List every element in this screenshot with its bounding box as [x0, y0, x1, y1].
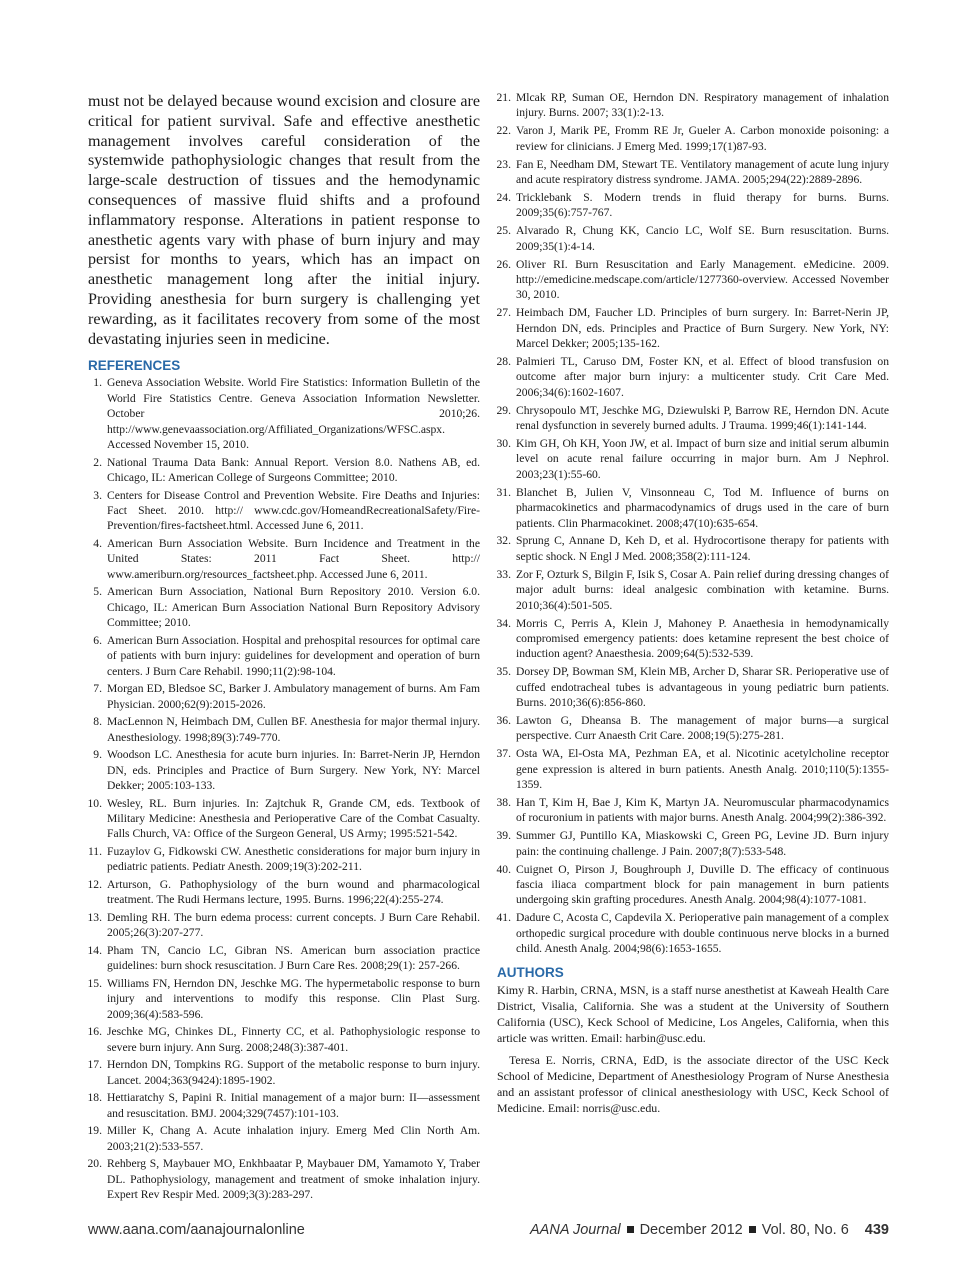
reference-number: 3.: [93, 488, 102, 502]
reference-text: Williams FN, Herndon DN, Jeschke MG. The hypermetabolic response to burn injury and interventions to modify this response. Clin Plast Surg. 2009;36(4):583-596.: [107, 977, 480, 1021]
reference-number: 15.: [87, 977, 102, 991]
reference-text: Wesley, RL. Burn injuries. In: Zajtchuk R, Grande CM, eds. Textbook of Military Medicine: Anesthesia and Perioperative Care of the Combat Casualty. Falls Church, VA: Office of the Surgeon General, US Army; 1995:521-542.: [107, 796, 480, 841]
reference-text: MacLennon N, Heimbach DM, Cullen BF. Anesthesia for major thermal injury. Anesthesiology. 1998;89(3):749-770.: [107, 715, 480, 744]
author-bio-harbin: Kimy R. Harbin, CRNA, MSN, is a staff nurse anesthetist at Kaweah Health Care District, Visalia, California. She was a student at the University of Southern California (USC), Keck School of Medicine, Los Angeles, California, when this article was written. Email: harbin@usc.edu.: [497, 982, 889, 1045]
reference-item: [497, 354, 889, 400]
reference-number: 19.: [87, 1124, 102, 1138]
reference-text: Herndon DN, Tompkins RG. Support of the metabolic response to burn injury. Lancet. 2004;363(9424):1895-1902.: [107, 1058, 480, 1087]
reference-number: 26.: [496, 257, 511, 271]
reference-item: [497, 257, 889, 303]
author-bio-norris: Teresa E. Norris, CRNA, EdD, is the associate director of the USC Keck School of Medicine, Department of Anesthesiology Program of Nurse Anesthesia and an assistant professor of clinical anesthesiology with USC, Keck School of Medicine. Email: norris@usc.edu.: [497, 1052, 889, 1115]
reference-number: 36.: [496, 713, 511, 727]
reference-text: Rehberg S, Maybauer MO, Enkhbaatar P, Maybauer DM, Yamamoto Y, Traber DL. Pathophysiology, management and treatment of smoke inhalation injury. Expert Rev Respir Med. 2009;3(3):283-297.: [107, 1157, 480, 1202]
reference-number: 12.: [87, 878, 102, 892]
reference-text: National Trauma Data Bank: Annual Report. Version 8.0. Nathens AB, ed. Chicago, IL: American College of Surgeons Committee; 2010.: [107, 455, 480, 484]
reference-number: 2.: [93, 455, 102, 469]
reference-text: Cuignet O, Pirson J, Boughrouph J, Duville D. The efficacy of continuous fascia iliaca compartment block for pain management in burn patients undergoing skin grafting procedures. Anesth Analg. 2004;98(4):1077-1081.: [516, 862, 889, 907]
reference-item: [88, 1123, 480, 1154]
reference-item: [497, 223, 889, 254]
reference-text: Tricklebank S. Modern trends in fluid therapy for burns. Burns. 2009;35(6):757-767.: [516, 190, 889, 220]
reference-number: 4.: [93, 536, 102, 550]
reference-number: 8.: [93, 715, 102, 729]
reference-number: 39.: [496, 829, 511, 843]
reference-text: Han T, Kim H, Bae J, Kim K, Martyn JA. Neuromuscular pharmacodynamics of rocuronium in patients with major burns. Anesth Analg. 2004;99(2):386-392.: [516, 795, 889, 825]
reference-text: American Burn Association. Hospital and prehospital resources for optimal care of patients with burn injury: guidelines for development and operation of burn centers. J Burn Care Rehabil. 1990;11(2):98-104.: [107, 633, 480, 678]
volume-issue: Vol. 80, No. 6: [761, 1222, 849, 1238]
reference-number: 14.: [87, 944, 102, 958]
reference-item: [497, 910, 889, 956]
reference-text: Dadure C, Acosta C, Capdevila X. Perioperative pain management of a complex orthopedic surgical procedure with double continuous nerve blocks in a burned child. Anesth Analg. 2004;98(6):1653-1655.: [516, 911, 889, 956]
reference-item: [88, 584, 480, 630]
reference-number: 10.: [87, 796, 102, 810]
reference-item: [88, 681, 480, 712]
reference-text: Lawton G, Dheansa B. The management of major burns—a surgical perspective. Curr Anaesth Crit Care. 2008;19(5):275-281.: [516, 713, 889, 743]
journal-citation: [530, 1222, 889, 1238]
reference-item: [497, 403, 889, 434]
reference-item: [88, 943, 480, 974]
reference-number: 17.: [87, 1058, 102, 1072]
reference-text: Centers for Disease Control and Prevention Website. Fire Deaths and Injuries: Fact Sheet. 2010. http:// www.cdc.gov/HomeandRecreationalSafety/Fire-Prevention/fires-factsheet.html. Accessed June 6, 2011.: [107, 488, 480, 533]
left-column: [88, 92, 480, 1205]
intro-paragraph: must not be delayed because wound excision and closure are critical for patient survival. Safe and effective anesthetic management involves careful consideration of the systemwide pathophysiologic changes that result from the large-scale destruction of tissues and the hemodynamic consequences of massive fluid shifts and a profound inflammatory response. Alterations in patient response to anesthetic agents vary with phase of burn injury and may persist for months to years, which has an impact on anesthetic management long after the initial injury. Providing anesthesia for burn surgery is challenging yet rewarding, as it facilitates recovery from some of the most devastating injuries seen in medicine.: [88, 93, 480, 348]
reference-number: 28.: [496, 355, 511, 368]
reference-item: [497, 795, 889, 826]
reference-text: Mlcak RP, Suman OE, Herndon DN. Respiratory management of inhalation injury. Burns. 2007; 33(1):2-13.: [516, 91, 889, 120]
reference-item: [88, 1090, 480, 1121]
reference-text: Woodson LC. Anesthesia for acute burn injuries. In: Barret-Nerin JP, Herndon DN, eds. Principles and Practice of Burn Surgery. New York, NY: Marcel Dekker; 2005:103-133.: [107, 748, 480, 793]
reference-item: [497, 123, 889, 154]
reference-number: 11.: [87, 845, 102, 859]
reference-number: 7.: [93, 682, 102, 696]
references-heading: REFERENCES: [88, 358, 181, 374]
reference-text: Miller K, Chang A. Acute inhalation injury. Emerg Med Clin North Am. 2003;21(2):533-557.: [107, 1124, 480, 1153]
reference-text: Blanchet B, Julien V, Vinsonneau C, Tod M. Influence of burns on pharmacokinetics and pharmacodynamics of drugs used in the care of burn patients. Clin Pharmacokinet. 2008;47(10):635-654.: [516, 485, 889, 530]
reference-item: [497, 828, 889, 859]
authors-heading: AUTHORS: [497, 964, 564, 980]
reference-number: 22.: [496, 124, 511, 138]
reference-item: [88, 844, 480, 875]
reference-number: 41.: [496, 911, 511, 925]
reference-item: [88, 976, 480, 1022]
reference-text: Sprung C, Annane D, Keh D, et al. Hydrocortisone therapy for patients with septic shock. N Engl J Med. 2008;358(2):111-124.: [516, 534, 889, 563]
reference-item: [88, 1057, 480, 1088]
reference-number: 25.: [496, 224, 511, 238]
reference-item: [88, 1024, 480, 1055]
reference-number: 38.: [496, 795, 511, 809]
reference-text: Pham TN, Cancio LC, Gibran NS. American burn association practice guidelines: burn shock resuscitation. J Burn Care Res. 2008;29(1): 257-266.: [107, 944, 480, 973]
reference-text: Fan E, Needham DM, Stewart TE. Ventilatory management of acute lung injury and acute respiratory distress syndrome. JAMA. 2005;294(22):2889-2896.: [516, 157, 889, 187]
reference-text: Demling RH. The burn edema process: current concepts. J Burn Care Rehabil. 2005;26(3):207-277.: [107, 911, 480, 940]
reference-item: [497, 664, 889, 710]
separator-square-icon: [749, 1226, 756, 1233]
reference-number: 13.: [87, 911, 102, 925]
reference-number: 35.: [496, 665, 511, 679]
reference-text: Morgan ED, Bledsoe SC, Barker J. Ambulatory management of burns. Am Fam Physician. 2000;62(9):2015-2026.: [107, 682, 480, 711]
reference-item: [88, 536, 480, 582]
reference-text: Chrysopoulo MT, Jeschke MG, Dziewulski P, Barrow RE, Herndon DN. Acute renal dysfunction in severely burned adults. J Trauma. 1999;46(1):141-144.: [516, 403, 889, 433]
reference-item: [88, 375, 480, 452]
reference-item: [88, 1156, 480, 1202]
reference-number: 29.: [496, 403, 511, 417]
reference-number: 32.: [496, 534, 511, 548]
page-number: 439: [864, 1222, 889, 1238]
journal-url-link[interactable]: www.aana.com/aanajournalonline: [88, 1222, 305, 1238]
reference-text: Jeschke MG, Chinkes DL, Finnerty CC, et al. Pathophysiologic response to severe burn injury. Ann Surg. 2008;248(3):387-401.: [107, 1025, 480, 1054]
reference-text: Alvarado R, Chung KK, Cancio LC, Wolf SE. Burn resuscitation. Burns. 2009;35(1):4-14.: [516, 224, 889, 253]
reference-item: [497, 305, 889, 351]
reference-number: 27.: [496, 306, 511, 320]
reference-number: 37.: [496, 747, 511, 761]
reference-item: [497, 862, 889, 908]
reference-text: Morris C, Perris A, Klein J, Mahoney P. Anaethesia in hemodynamically compromised emergency patients: does ketamine represent the best choice of induction agent? Anaesthesia. 2009;64(5):532-539.: [516, 616, 889, 661]
reference-item: [497, 746, 889, 792]
reference-item: [88, 455, 480, 486]
reference-item: [497, 567, 889, 613]
reference-number: 18.: [87, 1091, 102, 1105]
reference-number: 30.: [496, 437, 511, 451]
reference-number: 9.: [93, 748, 102, 762]
reference-item: [88, 796, 480, 842]
reference-number: 31.: [496, 485, 511, 499]
reference-text: Hettiaratchy S, Papini R. Initial management of a major burn: II—assessment and resuscitation. BMJ. 2004;329(7457):101-103.: [107, 1091, 480, 1120]
reference-text: Arturson, G. Pathophysiology of the burn wound and pharmacological treatment. The Rudi Hermans lecture, 1995. Burns. 1996;22(4):255-274.: [107, 878, 480, 907]
right-column: [497, 90, 889, 1122]
reference-text: Kim GH, Oh KH, Yoon JW, et al. Impact of burn size and initial serum albumin level on acute renal failure occurring in major burn. Am J Nephrol. 2003;23(1):55-60.: [516, 437, 889, 481]
reference-text: Dorsey DP, Bowman SM, Klein MB, Archer D, Sharar SR. Perioperative use of cuffed endotracheal tubes is advantageous in young pediatric burn patients. Burns. 2010;36(6):856-860.: [516, 665, 889, 710]
reference-text: American Burn Association, National Burn Repository 2010. Version 6.0. Chicago, IL: American Burn Association National Burn Repository Advisory Committee; 2010.: [107, 585, 480, 630]
references-list-left: [88, 375, 480, 1202]
reference-text: Oliver RI. Burn Resuscitation and Early Management. eMedicine. 2009. http://emedicine.medscape.com/article/1277360-overview. Accessed November 30, 2010.: [516, 257, 889, 302]
reference-item: [497, 157, 889, 188]
page-footer: [88, 1222, 889, 1242]
reference-number: 5.: [93, 585, 102, 599]
reference-text: Palmieri TL, Caruso DM, Foster KN, et al. Effect of blood transfusion on outcome after major burn injury: a multicenter study. Crit Care Med. 2006;34(6):1602-1607.: [516, 355, 889, 399]
reference-item: [497, 190, 889, 221]
reference-number: 20.: [87, 1157, 102, 1171]
reference-item: [497, 485, 889, 531]
reference-text: Zor F, Ozturk S, Bilgin F, Isik S, Cosar A. Pain relief during dressing changes of major adult burns: ideal analgesic combination with ketamine. Burns. 2010;36(4):501-505.: [516, 567, 889, 612]
reference-text: Heimbach DM, Faucher LD. Principles of burn surgery. In: Barret-Nerin JP, Herndon DN, eds. Principles and Practice of Burn Surgery. New York, NY: Marcel Dekker; 2005;135-162.: [516, 306, 889, 351]
reference-number: 21.: [496, 91, 511, 104]
separator-square-icon: [627, 1226, 634, 1233]
reference-item: [88, 488, 480, 534]
journal-name: AANA Journal: [530, 1222, 621, 1238]
issue-date: December 2012: [639, 1222, 743, 1238]
reference-text: Geneva Association Website. World Fire Statistics: Information Bulletin of the World Fire Statistics Centre. Geneva Association Information Newsletter. October 2010;26. http://www.genevaassociation.org/Affiliated_Organizations/WFSC.aspx. Accessed November 15, 2010.: [107, 376, 480, 451]
reference-number: 16.: [87, 1025, 102, 1039]
reference-number: 1.: [93, 376, 102, 390]
references-list-right: [497, 90, 889, 957]
reference-item: [497, 533, 889, 564]
reference-item: [497, 90, 889, 121]
reference-text: Fuzaylov G, Fidkowski CW. Anesthetic considerations for major burn injury in pediatric patients. Pediatr Anesth. 2009;19(3):202-211.: [107, 845, 480, 874]
reference-text: American Burn Association Website. Burn Incidence and Treatment in the United States: 2011 Fact Sheet. http:// www.ameriburn.org/resources_factsheet.php. Accessed June 6, 2011.: [107, 536, 480, 581]
reference-number: 33.: [496, 567, 511, 581]
reference-number: 24.: [496, 190, 511, 204]
reference-item: [88, 633, 480, 679]
reference-item: [88, 714, 480, 745]
reference-number: 6.: [93, 633, 102, 647]
reference-item: [497, 713, 889, 744]
reference-item: [497, 436, 889, 482]
reference-text: Osta WA, El-Osta MA, Pezhman EA, et al. Nicotinic acetylcholine receptor gene expression is altered in burn patients. Anesth Analg. 2010;110(5):1355-1359.: [516, 747, 889, 792]
reference-number: 40.: [496, 862, 511, 876]
reference-item: [88, 877, 480, 908]
reference-item: [88, 910, 480, 941]
reference-number: 23.: [496, 157, 511, 171]
reference-text: Summer GJ, Puntillo KA, Miaskowski C, Green PG, Levine JD. Burn injury pain: the continuing challenge. J Pain. 2007;8(7):533-548.: [516, 829, 889, 858]
reference-item: [88, 747, 480, 793]
reference-item: [497, 616, 889, 662]
reference-text: Varon J, Marik PE, Fromm RE Jr, Gueler A. Carbon monoxide poisoning: a review for clinicians. J Emerg Med. 1999;17(1)87-93.: [516, 124, 889, 153]
reference-number: 34.: [496, 616, 511, 630]
